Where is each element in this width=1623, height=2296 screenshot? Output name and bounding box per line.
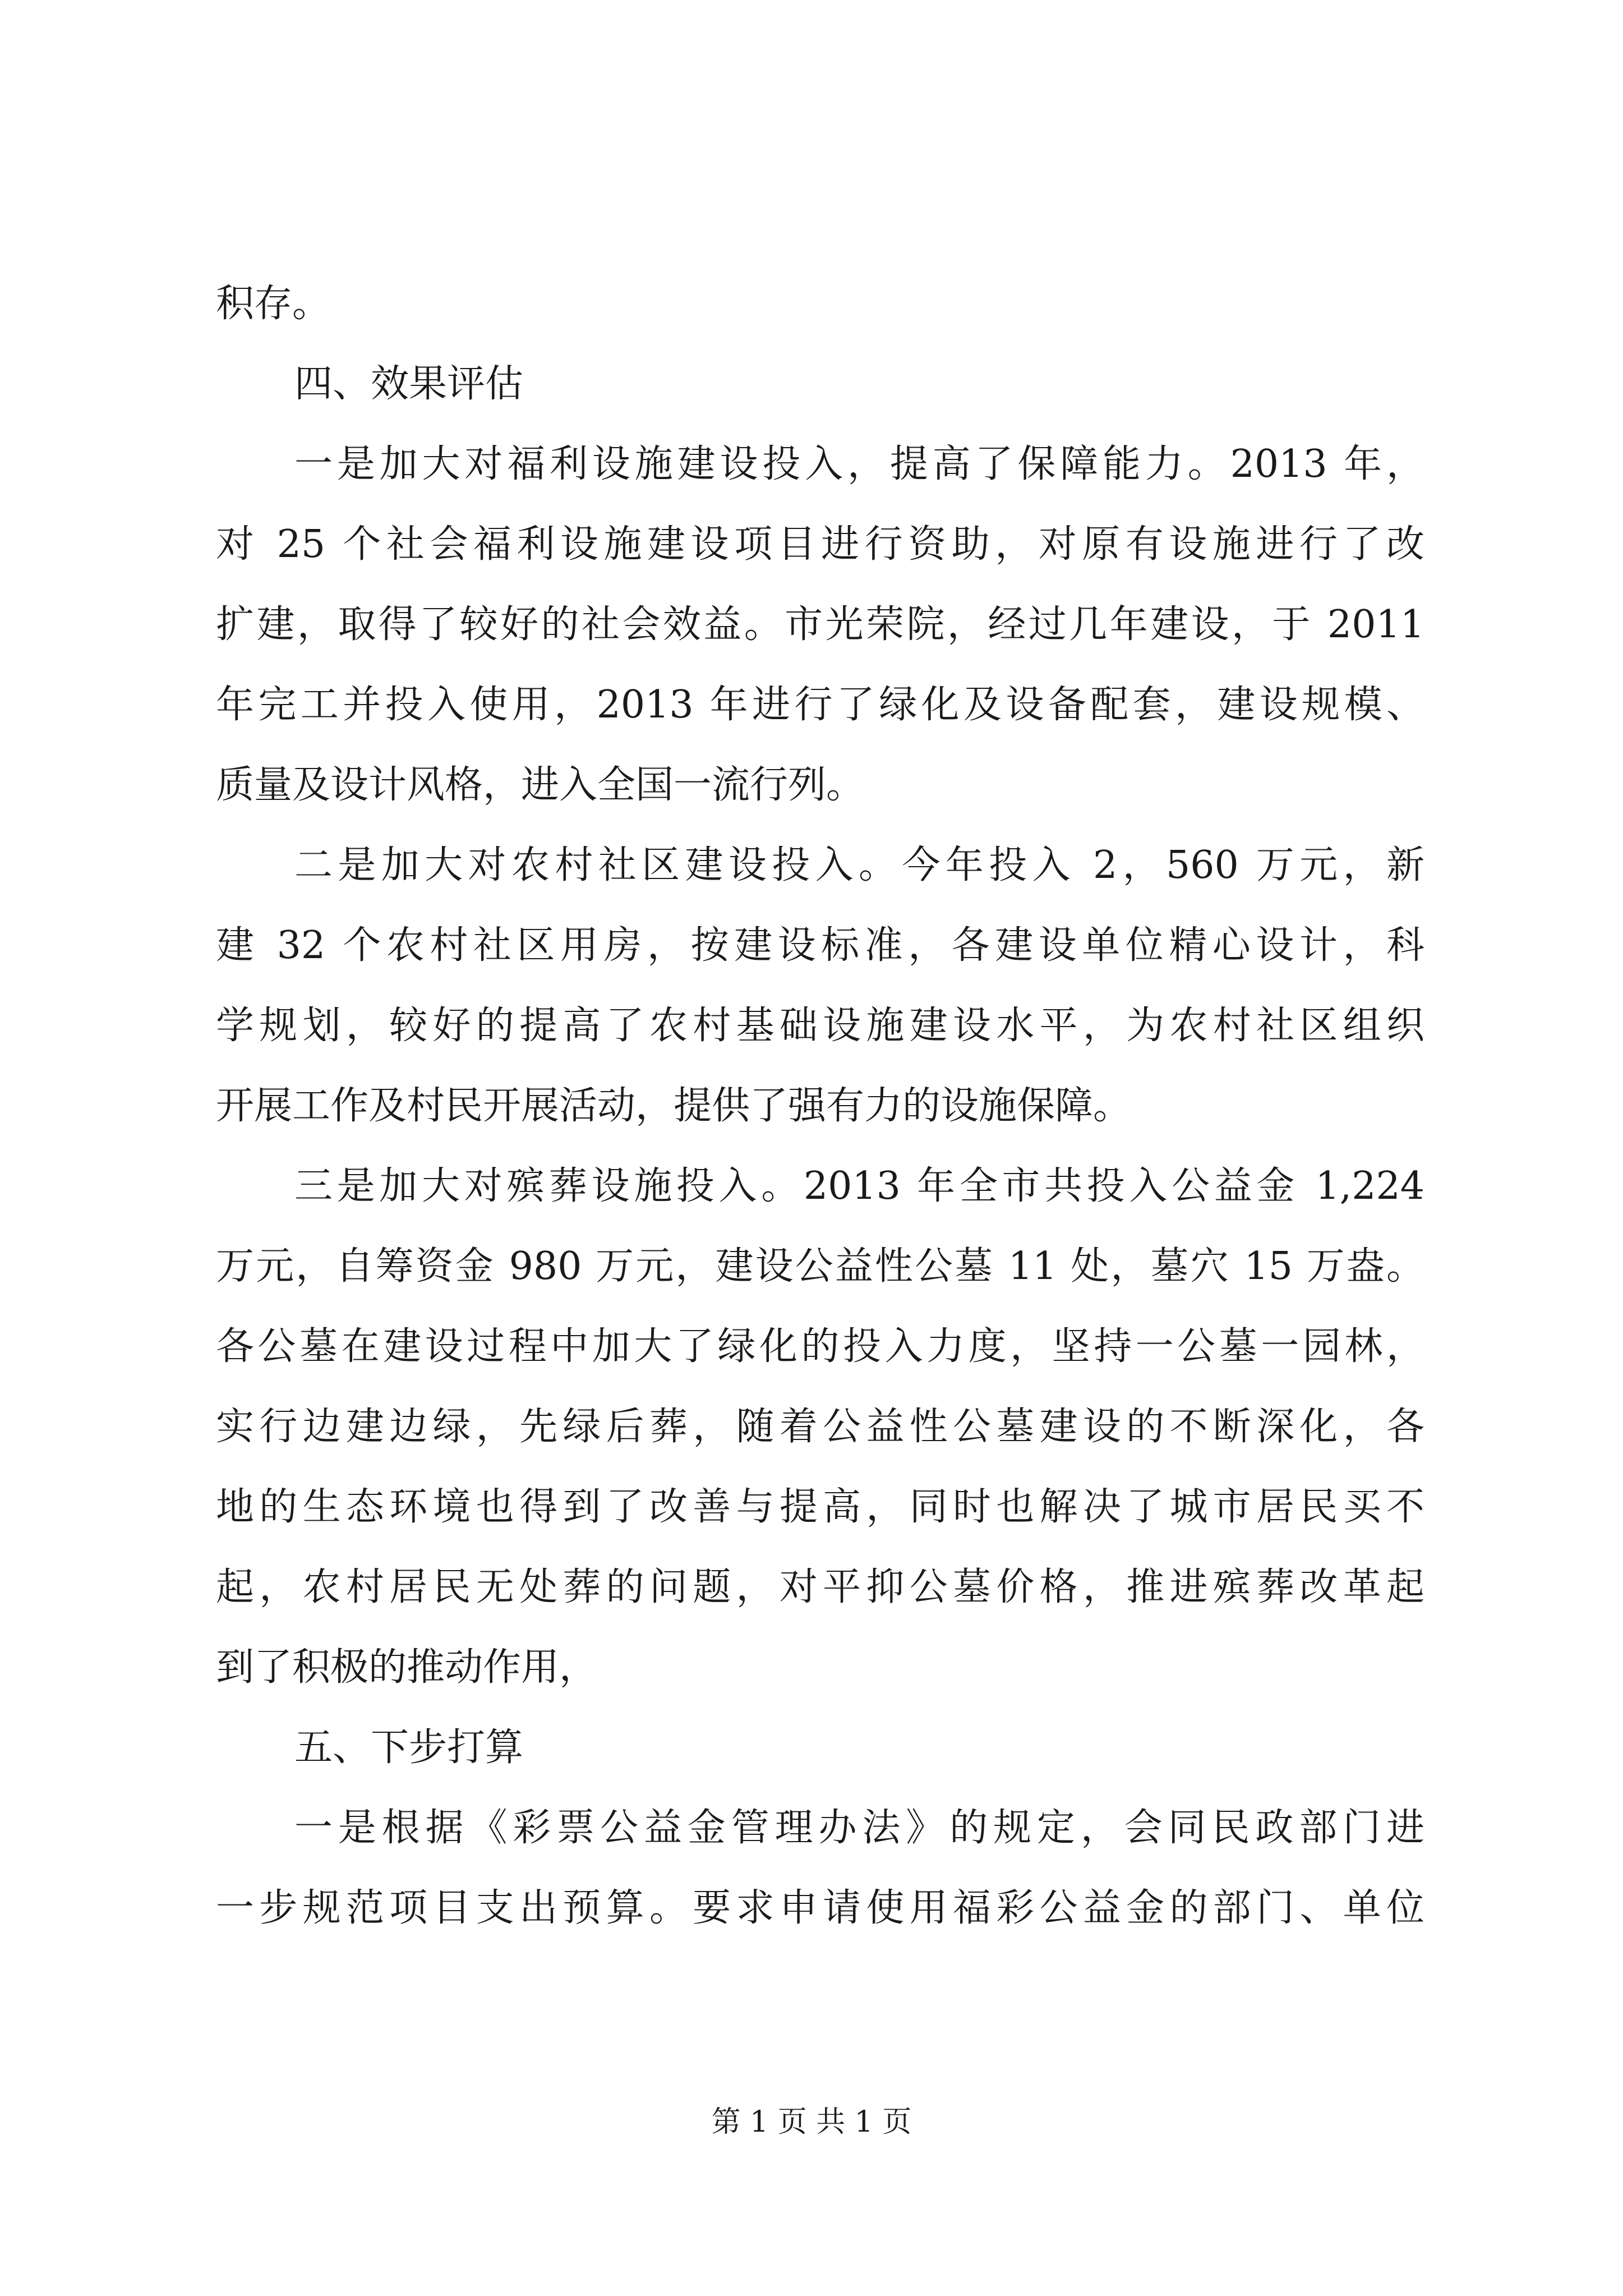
section-heading: 五、下步打算 [294,1726,524,1770]
text-line: 二是加大对农村社区建设投入。今年投入 2，560 万元，新 [294,843,1424,887]
text-line: 一步规范项目支出预算。要求申请使用福彩公益金的部门、单位 [216,1886,1424,1930]
document-body [216,264,1424,1948]
text-line: 积存。 [216,282,331,326]
text-line: 建 32 个农村社区用房，按建设标准，各建设单位精心设计，科 [216,923,1424,968]
text-line: 年完工并投入使用，2013 年进行了绿化及设备配套，建设规模、 [216,683,1424,727]
text-line: 各公墓在建设过程中加大了绿化的投入力度，坚持一公墓一园林， [216,1324,1424,1369]
text-line: 到了积极的推动作用， [216,1645,598,1690]
text-line: 起，农村居民无处葬的问题，对平抑公墓价格，推进殡葬改革起 [216,1565,1424,1609]
text-line: 开展工作及村民开展活动，提供了强有力的设施保障。 [216,1084,1132,1128]
text-line: 地的生态环境也得到了改善与提高，同时也解决了城市居民买不 [216,1485,1424,1529]
text-line: 万元，自筹资金 980 万元，建设公益性公墓 11 处，墓穴 15 万盎。 [216,1244,1424,1289]
text-line: 实行边建边绿，先绿后葬，随着公益性公墓建设的不断深化，各 [216,1405,1424,1449]
text-line: 扩建，取得了较好的社会效益。市光荣院，经过几年建设，于 2011 [216,602,1424,647]
text-line: 对 25 个社会福利设施建设项目进行资助，对原有设施进行了改 [216,522,1424,567]
text-line: 三是加大对殡葬设施投入。2013 年全市共投入公益金 1,224 [294,1164,1424,1208]
section-heading: 四、效果评估 [294,362,524,406]
text-line: 学规划，较好的提高了农村基础设施建设水平，为农村社区组织 [216,1004,1424,1048]
text-line: 一是加大对福利设施建设投入，提高了保障能力。2013 年， [294,442,1424,486]
page-number-footer: 第 1 页 共 1 页 [711,2105,912,2139]
text-line: 质量及设计风格，进入全国一流行列。 [216,763,865,807]
text-line: 一是根据《彩票公益金管理办法》的规定，会同民政部门进 [294,1806,1424,1850]
